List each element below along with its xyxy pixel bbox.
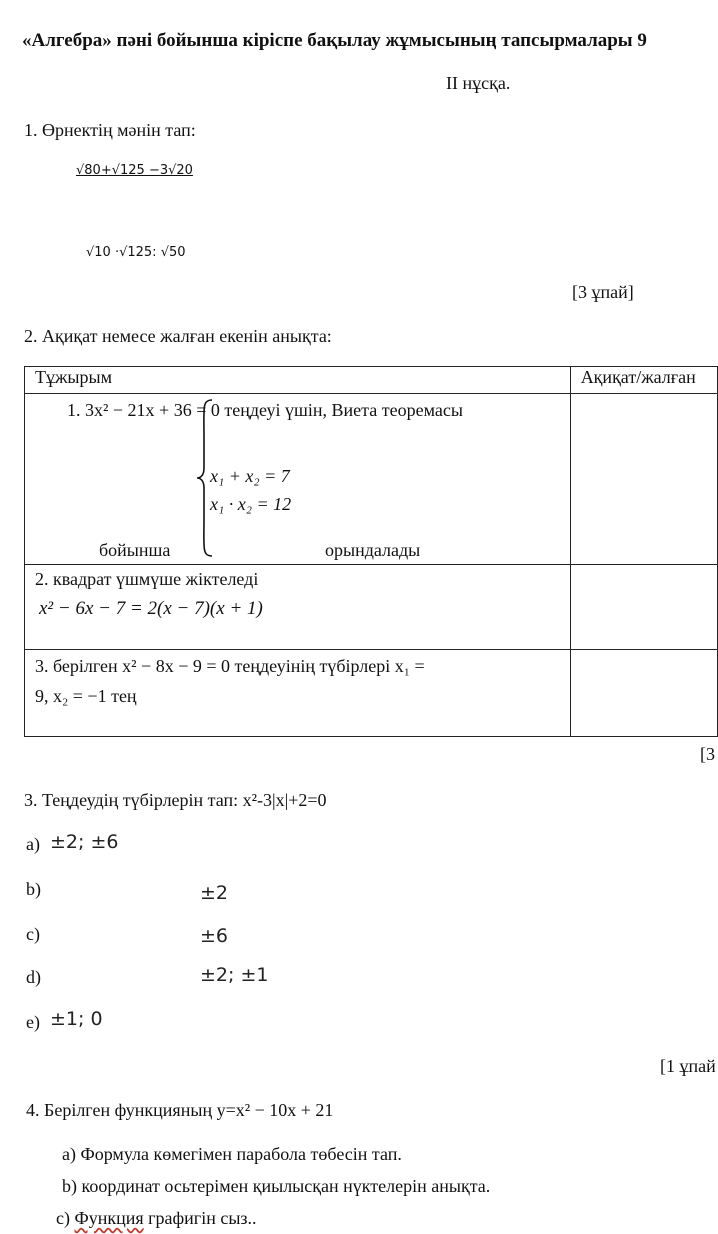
statement-2-text: 2. квадрат үшмүше жіктеледі xyxy=(35,569,259,589)
option-e-label: e) xyxy=(26,1012,40,1032)
variant-label: II нұсқа. xyxy=(446,73,511,93)
option-d-label: d) xyxy=(26,967,41,987)
question-1-points: [3 ұпай] xyxy=(572,282,634,302)
question-4-text: 4. Берілген функцияның y=x² − 10x + 21 xyxy=(26,1100,334,1120)
statement-2-formula: x² − 6x − 7 = 2(x − 7)(x + 1) xyxy=(39,598,263,619)
table-row xyxy=(25,650,718,737)
spellcheck-word: Функция xyxy=(74,1208,144,1228)
question-4-part-c-rest: графигін сыз.. xyxy=(143,1208,257,1228)
table-header-answer: Ақиқат/жалған xyxy=(570,367,717,394)
option-a-value[interactable]: ±2; ±6 xyxy=(50,831,119,853)
option-e-value[interactable]: ±1; 0 xyxy=(50,1008,103,1030)
question-4-part-c-prefix: c) xyxy=(56,1208,75,1228)
answer-cell-2[interactable] xyxy=(570,565,717,650)
statement-1-system-line-2: x₁ · x₂ = 12 xyxy=(210,494,292,514)
question-1-expression-b: √10 ·√125: √50 xyxy=(86,245,186,260)
question-4-part-c xyxy=(56,1208,257,1229)
question-2-points: [3 xyxy=(700,744,715,764)
statement-cell-1 xyxy=(25,394,571,565)
option-b-value[interactable]: ±2 xyxy=(200,882,229,904)
option-d-value[interactable]: ±2; ±1 xyxy=(200,964,269,986)
statement-1-right-word: орындалады xyxy=(325,540,421,560)
question-1-text: 1. Өрнектің мәнін тап: xyxy=(24,120,196,140)
answer-cell-3[interactable] xyxy=(570,650,717,737)
statement-1-left-word: бойынша xyxy=(99,540,171,560)
question-1-expression-a: √80+√125 −3√20 xyxy=(76,163,193,178)
statement-3-line-2: 9, x₂ = −1 тең xyxy=(35,686,137,706)
statement-1-text: 1. 3x² − 21x + 36 = 0 теңдеуі үшін, Виета теоремасы xyxy=(67,400,463,420)
true-false-table xyxy=(24,366,718,737)
option-b-label: b) xyxy=(26,879,41,899)
system-brace-icon xyxy=(196,398,214,558)
question-4-part-b: b) координат осьтерімен қиылысқан нүктелерін анықта. xyxy=(62,1176,491,1196)
question-2-text: 2. Ақиқат немесе жалған екенін анықта: xyxy=(24,326,332,346)
answer-cell-1[interactable] xyxy=(570,394,717,565)
option-c-label: c) xyxy=(26,924,40,944)
question-4-part-a: a) Формула көмегімен парабола төбесін тап. xyxy=(62,1144,402,1164)
statement-cell-3 xyxy=(25,650,571,737)
question-3-points: [1 ұпай xyxy=(660,1056,716,1076)
option-c-value[interactable]: ±6 xyxy=(200,925,229,947)
question-3-text: 3. Теңдеудің түбірлерін тап: x²-3|x|+2=0 xyxy=(24,790,327,810)
table-header-statement: Тұжырым xyxy=(25,367,571,394)
table-row xyxy=(25,565,718,650)
statement-3-line-1: 3. берілген x² − 8x − 9 = 0 теңдеуінің түбірлері x₁ = xyxy=(35,656,425,676)
option-a-label: a) xyxy=(26,834,40,854)
statement-cell-2 xyxy=(25,565,571,650)
page-title: «Алгебра» пәні бойынша кіріспе бақылау жұмысының тапсырмалары 9 xyxy=(22,30,647,51)
statement-1-system-line-1: x₁ + x₂ = 7 xyxy=(210,466,290,486)
table-row xyxy=(25,394,718,565)
